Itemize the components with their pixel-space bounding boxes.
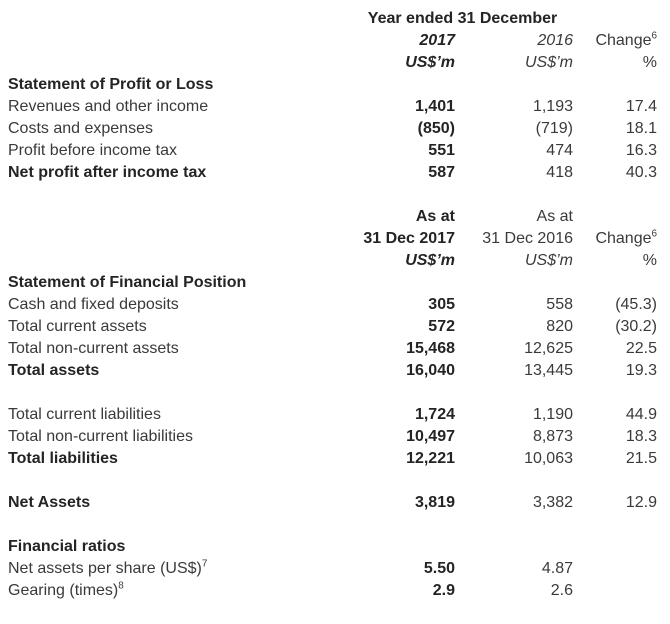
cash-row <box>0 294 670 316</box>
row-label <box>0 492 352 514</box>
spacer-row <box>0 382 670 404</box>
value-2017 <box>352 250 455 272</box>
value-2016 <box>455 52 573 74</box>
value-2017 <box>352 162 455 184</box>
cell-text: Financial ratios <box>8 538 126 555</box>
spacer-row <box>0 514 670 536</box>
cell-text: Net profit after income tax <box>8 164 207 181</box>
period-header-row <box>0 8 670 30</box>
value-change <box>573 96 657 118</box>
cell-text: As at <box>536 208 573 225</box>
cell-text: 17.4 <box>625 98 657 115</box>
row-label <box>0 228 352 250</box>
value-change <box>573 140 657 162</box>
cell-text: US$’m <box>524 252 573 269</box>
cell-text: 21.5 <box>625 450 657 467</box>
value-2016 <box>455 448 573 470</box>
cell-text: 4.87 <box>541 560 573 577</box>
footnote-ref: 7 <box>201 558 208 570</box>
value-2016 <box>455 206 573 228</box>
cell-text: 3,382 <box>532 494 573 511</box>
row-label <box>0 206 352 228</box>
row-label <box>0 250 352 272</box>
value-2017 <box>352 140 455 162</box>
period-header: Year ended 31 December <box>367 10 558 27</box>
profit-before-tax-row <box>0 140 670 162</box>
value-2016 <box>455 580 573 602</box>
cell-text: 40.3 <box>625 164 657 181</box>
cell-text: 558 <box>546 296 573 313</box>
value-2016 <box>455 316 573 338</box>
cell-text: 31 Dec 2016 <box>482 230 573 247</box>
value-2017 <box>352 96 455 118</box>
cell-text: Total current liabilities <box>8 406 161 423</box>
value-2017 <box>352 30 455 52</box>
footnote-ref: 6 <box>651 30 657 42</box>
value-2016 <box>455 404 573 426</box>
cell-text: Total assets <box>8 362 100 379</box>
net-assets-per-share-row <box>0 558 670 580</box>
asat-labels-row <box>0 206 670 228</box>
costs-row <box>0 118 670 140</box>
value-2017 <box>352 426 455 448</box>
value-2016 <box>455 426 573 448</box>
non-current-assets-row <box>0 338 670 360</box>
value-2016 <box>455 228 573 250</box>
value-2017 <box>352 338 455 360</box>
row-label <box>0 448 352 470</box>
cell-text: 8,873 <box>532 428 573 445</box>
row-label <box>0 52 352 74</box>
cell-text: (719) <box>535 120 573 137</box>
net-profit-row <box>0 162 670 184</box>
cell-text: Gearing (times) <box>8 582 119 599</box>
cell-text: 12.9 <box>625 494 657 511</box>
row-label <box>0 404 352 426</box>
section-financial-ratios <box>0 536 670 558</box>
cell-text: 15,468 <box>406 340 455 357</box>
value-2017 <box>352 448 455 470</box>
cell-text: 10,497 <box>406 428 455 445</box>
row-label <box>0 316 352 338</box>
value-change <box>573 448 657 470</box>
value-2017 <box>352 52 455 74</box>
cell-text: 820 <box>546 318 573 335</box>
value-2016 <box>455 338 573 360</box>
row-label <box>0 558 352 580</box>
spacer-row <box>0 184 670 206</box>
section-financial-position <box>0 272 670 294</box>
cell-text: 1,190 <box>532 406 573 423</box>
value-2016 <box>455 118 573 140</box>
value-2017 <box>352 404 455 426</box>
cell-text: Cash and fixed deposits <box>8 296 179 313</box>
cell-text: 31 Dec 2017 <box>363 230 455 247</box>
value-change <box>573 52 657 74</box>
cell-text: 16.3 <box>625 142 657 159</box>
cell-text: Total non-current assets <box>8 340 179 357</box>
value-change <box>573 492 657 514</box>
value-2017 <box>352 558 455 580</box>
cell-text: 305 <box>428 296 455 313</box>
value-2016 <box>455 492 573 514</box>
value-change <box>573 558 657 580</box>
cell-text: Statement of Financial Position <box>8 274 247 291</box>
current-liabilities-row <box>0 404 670 426</box>
value-2017 <box>352 294 455 316</box>
non-current-liabilities-row <box>0 426 670 448</box>
gearing-row <box>0 580 670 602</box>
value-change <box>573 338 657 360</box>
cell-text: As at <box>415 208 455 225</box>
value-2016 <box>455 360 573 382</box>
cell-text: 18.1 <box>625 120 657 137</box>
value-change <box>573 426 657 448</box>
value-change <box>573 580 657 602</box>
cell-text: Costs and expenses <box>8 120 153 137</box>
value-2017 <box>352 492 455 514</box>
value-2016 <box>455 140 573 162</box>
year-labels-row <box>0 30 670 52</box>
value-2016 <box>455 30 573 52</box>
value-change <box>573 118 657 140</box>
value-change <box>573 162 657 184</box>
value-change <box>573 316 657 338</box>
cell-text: 12,625 <box>524 340 573 357</box>
footnote-ref: 6 <box>651 228 657 240</box>
cell-text: 551 <box>428 142 455 159</box>
value-2016 <box>455 96 573 118</box>
cell-text: US$’m <box>405 54 455 71</box>
total-liabilities-row <box>0 448 670 470</box>
cell-text: 22.5 <box>625 340 657 357</box>
value-change <box>573 294 657 316</box>
cell-text: Profit before income tax <box>8 142 177 159</box>
value-2017 <box>352 316 455 338</box>
cell-text: % <box>642 252 657 269</box>
value-change <box>573 250 657 272</box>
row-label <box>0 338 352 360</box>
total-assets-row <box>0 360 670 382</box>
cell-text: Change <box>595 230 652 247</box>
cell-text: 5.50 <box>423 560 455 577</box>
cell-text: Statement of Profit or Loss <box>8 76 214 93</box>
cell-text: US$’m <box>524 54 573 71</box>
cell-text: 18.3 <box>625 428 657 445</box>
cell-text: 10,063 <box>524 450 573 467</box>
value-change <box>573 228 657 250</box>
cell-text: 1,724 <box>414 406 455 423</box>
value-2017 <box>352 360 455 382</box>
value-change <box>573 404 657 426</box>
cell-text: 1,193 <box>532 98 573 115</box>
currency-labels-row-2 <box>0 250 670 272</box>
date-labels-row <box>0 228 670 250</box>
cell-text: 587 <box>428 164 455 181</box>
cell-text: 44.9 <box>625 406 657 423</box>
row-label <box>0 74 352 96</box>
cell-text: US$’m <box>405 252 455 269</box>
current-assets-row <box>0 316 670 338</box>
cell-text: Net assets per share (US$) <box>8 560 202 577</box>
value-2016 <box>455 558 573 580</box>
row-label <box>0 162 352 184</box>
value-2017 <box>352 118 455 140</box>
cell-text: Revenues and other income <box>8 98 209 115</box>
cell-text: Total non-current liabilities <box>8 428 193 445</box>
cell-text: 3,819 <box>414 494 455 511</box>
row-label <box>0 536 352 558</box>
value-2016 <box>455 294 573 316</box>
value-change <box>573 30 657 52</box>
row-label <box>0 8 352 30</box>
value-2017 <box>352 580 455 602</box>
footnote-ref: 8 <box>118 580 124 592</box>
cell-text: 474 <box>546 142 573 159</box>
currency-labels-row <box>0 52 670 74</box>
row-label <box>0 294 352 316</box>
cell-text: 13,445 <box>524 362 573 379</box>
value-2016 <box>455 250 573 272</box>
net-assets-row <box>0 492 670 514</box>
cell-text: 2016 <box>537 32 573 49</box>
value-2017 <box>352 206 455 228</box>
row-label <box>0 580 352 602</box>
spacer-row <box>0 602 670 624</box>
cell-text: (45.3) <box>615 296 657 313</box>
revenues-row <box>0 96 670 118</box>
cell-text: Total current assets <box>8 318 147 335</box>
row-label <box>0 426 352 448</box>
cell-text: 19.3 <box>625 362 657 379</box>
cell-text: Net Assets <box>8 494 91 511</box>
cell-text: 2.6 <box>550 582 573 599</box>
cell-text: 418 <box>546 164 573 181</box>
cell-text: (30.2) <box>615 318 657 335</box>
cell-text: Total liabilities <box>8 450 118 467</box>
cell-text: % <box>642 54 657 71</box>
cell-text: 572 <box>428 318 455 335</box>
cell-text: 1,401 <box>414 98 455 115</box>
row-label <box>0 118 352 140</box>
row-label <box>0 140 352 162</box>
cell-text: (850) <box>417 120 455 137</box>
value-2017 <box>352 228 455 250</box>
row-label <box>0 96 352 118</box>
value-2016 <box>455 162 573 184</box>
value-change <box>573 206 657 228</box>
cell-text: 12,221 <box>406 450 455 467</box>
cell-text: 2.9 <box>432 582 455 599</box>
cell-text: Change <box>595 32 652 49</box>
cell-text: 2017 <box>419 32 455 49</box>
spacer-row <box>0 470 670 492</box>
row-label <box>0 272 352 294</box>
section-profit-loss <box>0 74 670 96</box>
row-label <box>0 360 352 382</box>
value-change <box>573 360 657 382</box>
cell-text: 16,040 <box>406 362 455 379</box>
row-label <box>0 30 352 52</box>
